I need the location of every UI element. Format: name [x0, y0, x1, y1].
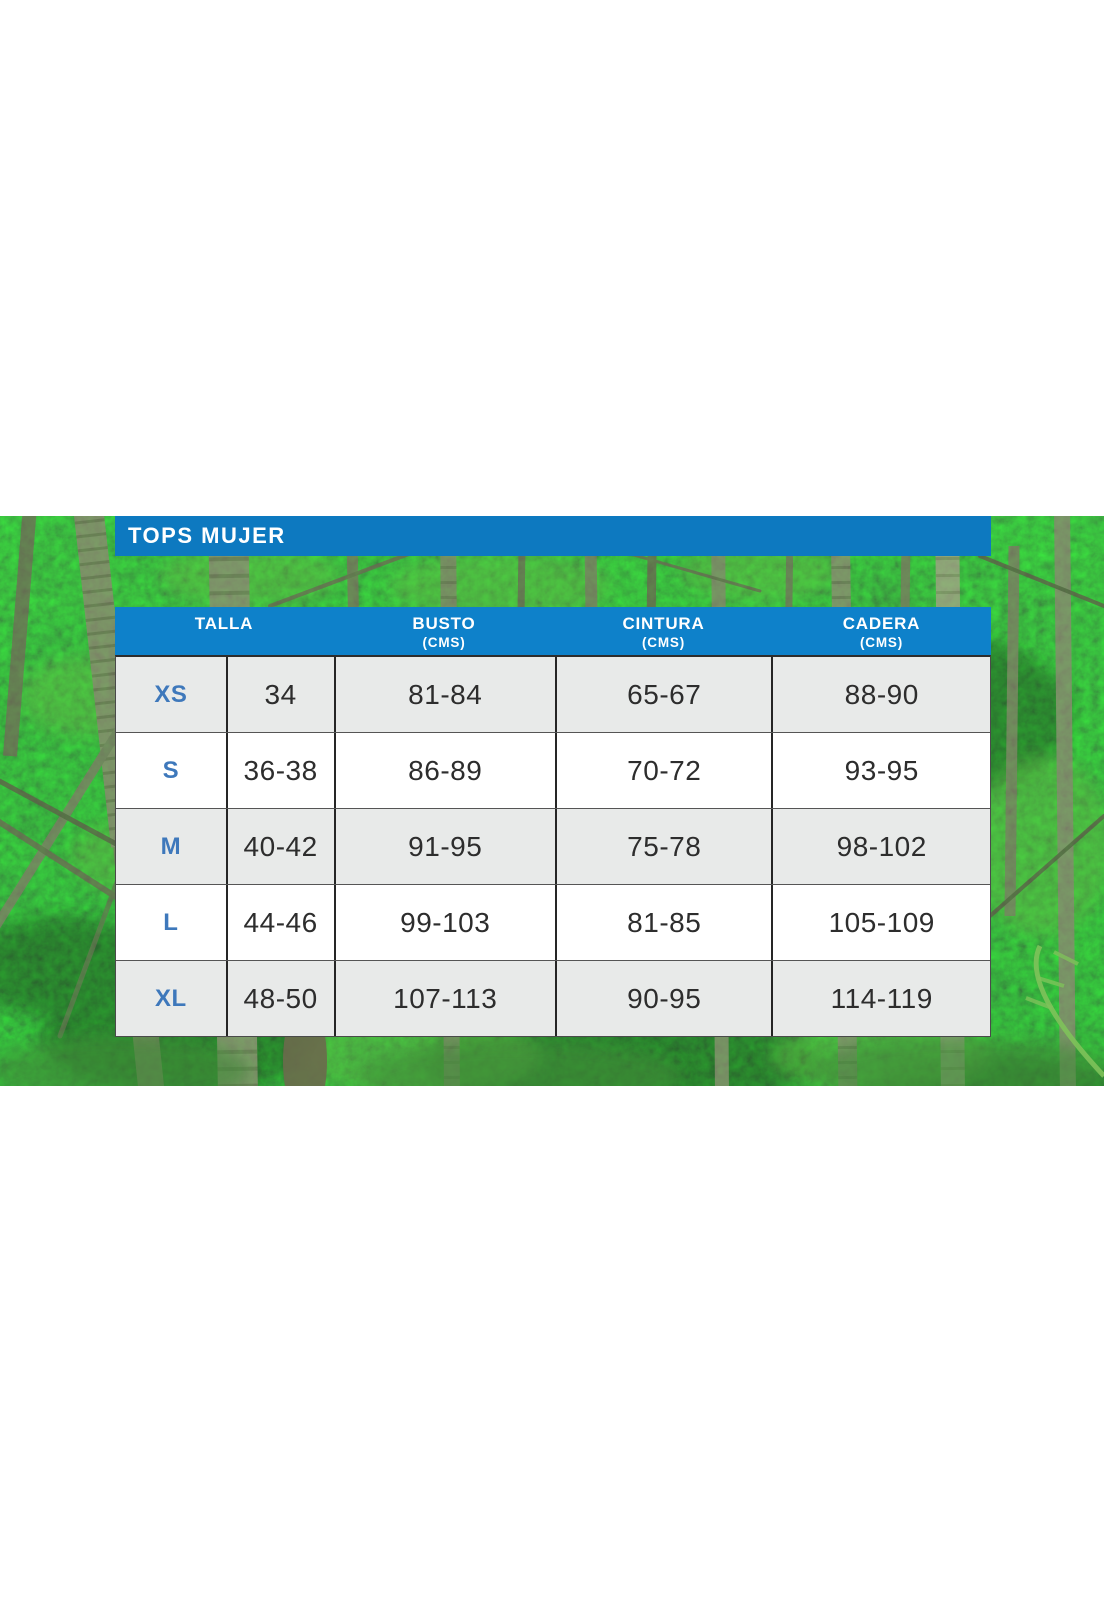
talla-cell: 44-46	[226, 885, 334, 960]
header-label: BUSTO	[412, 614, 476, 633]
talla-cell: 36-38	[226, 733, 334, 808]
busto-cell: 86-89	[334, 733, 555, 808]
cintura-cell: 70-72	[555, 733, 772, 808]
size-cell: M	[160, 832, 182, 860]
header-label: CINTURA	[622, 614, 705, 633]
cadera-cell: 88-90	[771, 657, 990, 732]
talla-cell: 34	[226, 657, 334, 732]
table-body	[115, 655, 991, 1037]
size-cell: XS	[154, 680, 188, 708]
busto-cell: 99-103	[334, 885, 555, 960]
cadera-cell: 93-95	[771, 733, 990, 808]
header-sub: (CMS)	[860, 635, 903, 650]
header-cell-cadera	[772, 607, 991, 655]
header-label: TALLA	[194, 614, 254, 633]
header-cell-cintura	[555, 607, 772, 655]
title-bar	[115, 516, 991, 556]
size-cell: L	[163, 908, 179, 936]
cadera-cell: 98-102	[771, 809, 990, 884]
table-row-m	[116, 808, 990, 884]
header-sub: (CMS)	[642, 635, 685, 650]
cintura-cell: 90-95	[555, 961, 772, 1036]
header-label: CADERA	[842, 614, 921, 633]
talla-cell: 40-42	[226, 809, 334, 884]
busto-cell: 81-84	[334, 657, 555, 732]
cintura-cell: 65-67	[555, 657, 772, 732]
cintura-cell: 75-78	[555, 809, 772, 884]
table-header-row	[115, 607, 991, 655]
cintura-cell: 81-85	[555, 885, 772, 960]
busto-cell: 91-95	[334, 809, 555, 884]
table-row-l	[116, 884, 990, 960]
table-row-xs	[116, 657, 990, 732]
header-cell-busto	[333, 607, 555, 655]
size-table	[115, 607, 991, 1037]
cadera-cell: 105-109	[771, 885, 990, 960]
header-cell-talla	[115, 607, 333, 655]
page-title: TOPS MUJER	[128, 523, 286, 548]
size-cell: S	[162, 756, 180, 784]
header-sub: (CMS)	[422, 635, 466, 650]
talla-cell: 48-50	[226, 961, 334, 1036]
table-row-xl	[116, 960, 990, 1036]
table-row-s	[116, 732, 990, 808]
cadera-cell: 114-119	[771, 961, 990, 1036]
size-cell: XL	[155, 984, 187, 1012]
busto-cell: 107-113	[334, 961, 555, 1036]
